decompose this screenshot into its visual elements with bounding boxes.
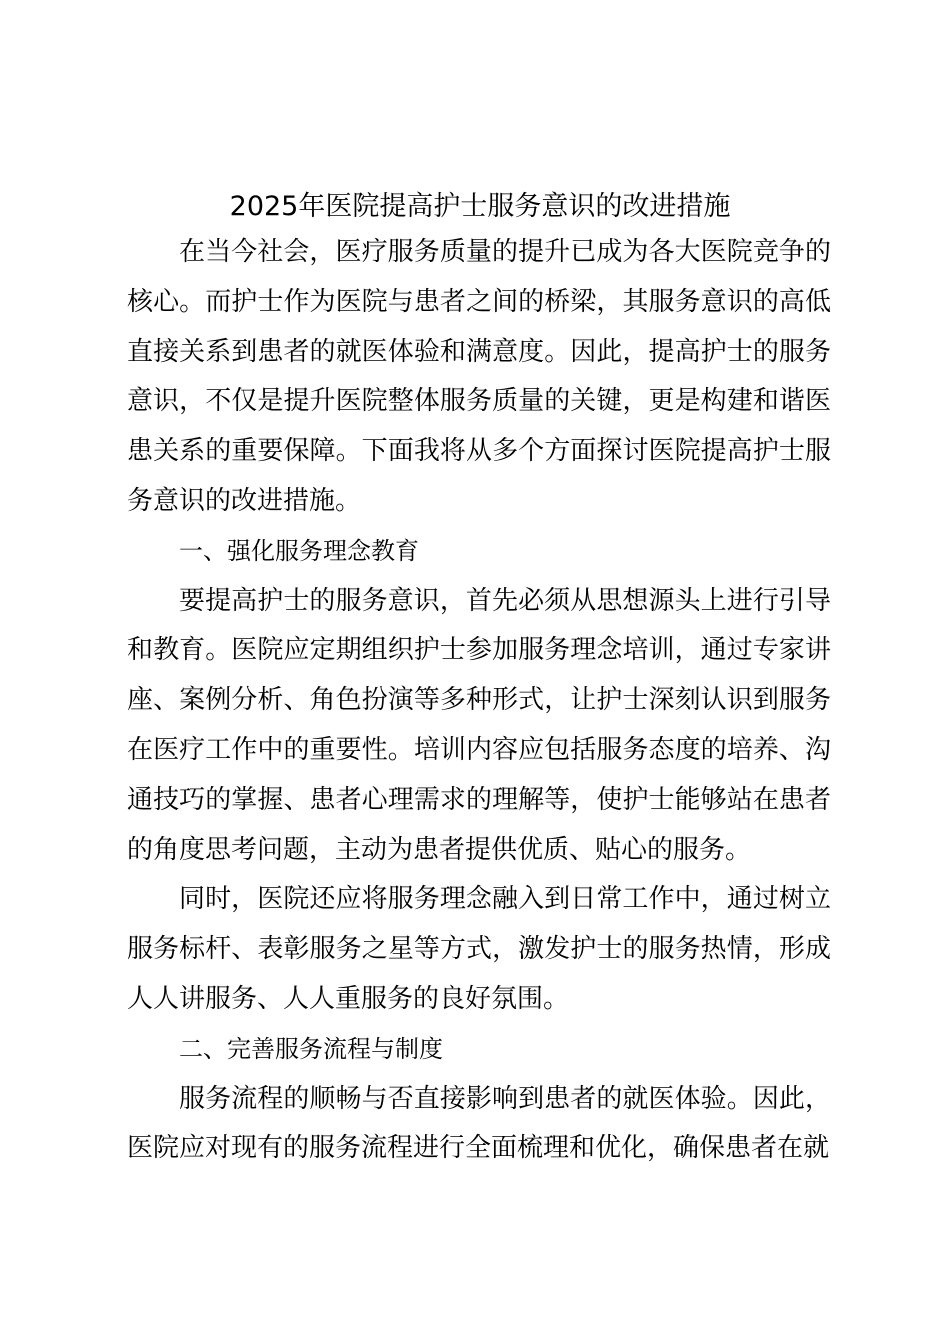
paragraph-section1-a: 要提高护士的服务意识，首先必须从思想源头上进行引导和教育。医院应定期组织护士参加服务理念培训，通过专家讲座、案例分析、角色扮演等多种形式，让护士深刻认识到服务在医疗工作中的重要性。培训内容应包括服务态度的培养、沟通技巧的掌握、患者心理需求的理解等，使护士能够站在患者的角度思考问题，主动为患者提供优质、贴心的服务。 <box>127 585 831 865</box>
paragraph-intro: 在当今社会，医疗服务质量的提升已成为各大医院竞争的核心。而护士作为医院与患者之间的桥梁，其服务意识的高低直接关系到患者的就医体验和满意度。因此，提高护士的服务意识，不仅是提升医院整体服务质量的关键，更是构建和谐医患关系的重要保障。下面我将从多个方面探讨医院提高护士服务意识的改进措施。 <box>127 237 831 516</box>
document-body <box>127 228 831 1174</box>
section-heading-1: 一、强化服务理念教育 <box>179 536 419 565</box>
paragraph-section1-b: 同时，医院还应将服务理念融入到日常工作中，通过树立服务标杆、表彰服务之星等方式，激发护士的服务热情，形成人人讲服务、人人重服务的良好氛围。 <box>127 884 831 1014</box>
document-title: 2025年医院提高护士服务意识的改进措施 <box>229 191 731 222</box>
section-heading-2: 二、完善服务流程与制度 <box>179 1034 443 1063</box>
paragraph-section2-a: 服务流程的顺畅与否直接影响到患者的就医体验。因此，医院应对现有的服务流程进行全面梳理和优化，确保患者在就 <box>127 1083 831 1164</box>
